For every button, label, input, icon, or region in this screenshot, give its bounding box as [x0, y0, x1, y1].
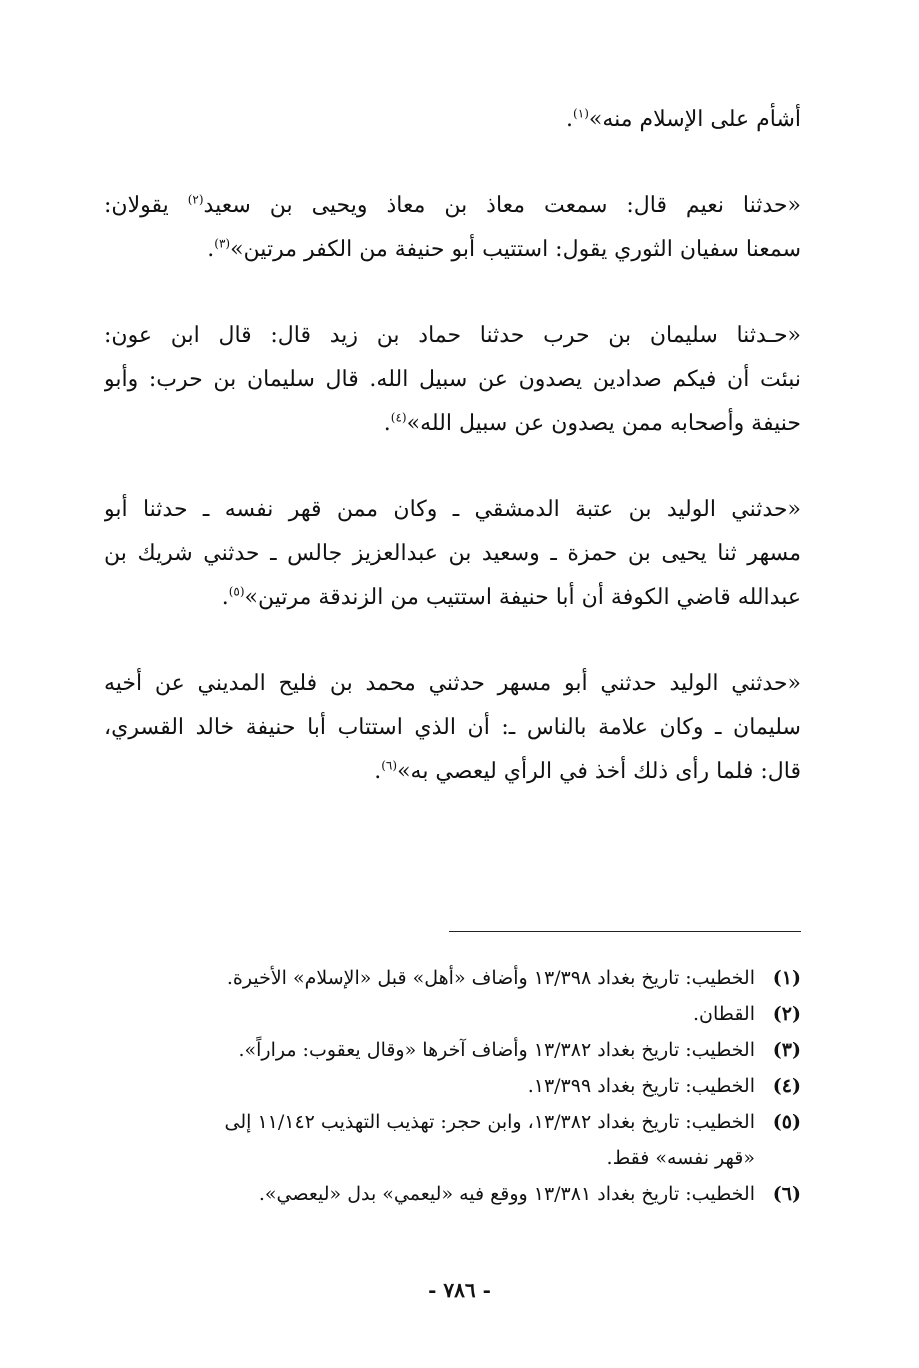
text-line: «حـدثنا سليمان بن حرب حدثنا حماد بن زيد قال: قال ابن عون: — [104, 323, 801, 348]
footnote — [104, 960, 801, 996]
page-number: - ٧٨٦ - — [428, 1278, 491, 1302]
text-line: «حدثني الوليد حدثني أبو مسهر حدثني محمد بن فليح المديني عن أخيه — [104, 671, 801, 696]
text-line: عبدالله قاضي الكوفة أن أبا حنيفة استتيب من الزندقة مرتين»$^{(٥)}$. — [221, 584, 801, 610]
footnote — [104, 996, 801, 1032]
text-line: «حدثني الوليد بن عتبة الدمشقي ـ وكان ممن قهر نفسه ـ حدثنا أبو — [104, 497, 801, 522]
footnote-number: (٢) — [772, 1003, 801, 1025]
text-line: قال: فلما رأى ذلك أخذ في الرأي ليعصي به»$^{(٦)}$. — [374, 758, 801, 784]
paragraph-2 — [104, 184, 801, 272]
footnote — [104, 1068, 801, 1104]
text-line: مسهر ثنا يحيى بن حمزة ـ وسعيد بن عبدالعزيز جالس ـ حدثني شريك بن — [104, 541, 801, 566]
footnote-number: (١) — [772, 967, 801, 989]
text-line: حنيفة وأصحابه ممن يصدون عن سبيل الله»$^{(٤)}$. — [383, 410, 801, 436]
paragraph-3 — [104, 314, 801, 446]
footnote-text: الخطيب: تاريخ بغداد ١٣/٣٨٢، وابن حجر: تهذيب التهذيب ١١/١٤٢ إلى — [224, 1111, 755, 1133]
paragraph-4 — [104, 488, 801, 620]
footnote-ref[interactable]: (٦) — [381, 758, 398, 773]
main-text — [104, 98, 801, 836]
footnote-text: الخطيب: تاريخ بغداد ١٣/٣٨٢ وأضاف آخرها «وقال يعقوب: مراراً». — [238, 1039, 755, 1061]
footnote — [104, 1104, 801, 1140]
footnote-ref[interactable]: (٥) — [228, 584, 245, 599]
text-line: «حدثنا نعيم قال: سمعت معاذ بن معاذ ويحيى بن سعيد$^{(٢)}$ يقولان: — [104, 192, 801, 218]
footnote-text: الخطيب: تاريخ بغداد ١٣/٣٩٩. — [527, 1075, 755, 1097]
text-line: سمعنا سفيان الثوري يقول: استتيب أبو حنيفة من الكفر مرتين»$^{(٣)}$. — [207, 236, 801, 262]
footnote — [104, 1176, 801, 1212]
footnote-ref[interactable]: (٢) — [187, 192, 204, 207]
footnote — [104, 1032, 801, 1068]
footnote-ref[interactable]: (٤) — [390, 410, 407, 425]
paragraph-5 — [104, 662, 801, 794]
footnote-continuation: «قهر نفسه» فقط. — [606, 1147, 755, 1169]
footnote-number: (٥) — [772, 1111, 801, 1133]
text-line: سليمان ـ وكان علامة بالناس ـ: أن الذي استتاب أبا حنيفة خالد القسري، — [104, 715, 801, 740]
text-line: نبئت أن فيكم صدادين يصدون عن سبيل الله. قال سليمان بن حرب: وأبو — [104, 367, 801, 392]
paragraph-1 — [104, 98, 801, 142]
footnote-text: الخطيب: تاريخ بغداد ١٣/٣٨١ ووقع فيه «ليعمي» بدل «ليعصي». — [258, 1183, 755, 1205]
footnote-number: (٤) — [772, 1075, 801, 1097]
footnotes — [104, 960, 801, 1212]
footnote-text: الخطيب: تاريخ بغداد ١٣/٣٩٨ وأضاف «أهل» قبل «الإسلام» الأخيرة. — [226, 967, 755, 989]
footnote-ref[interactable]: (٣) — [214, 236, 231, 251]
footnote-separator — [449, 931, 801, 932]
text-line: أشأم على الإسلام منه»$^{(١)}$. — [566, 106, 801, 132]
footnote-number: (٦) — [772, 1183, 801, 1205]
footnote-ref[interactable]: (١) — [573, 106, 589, 121]
footnote-text: القطان. — [692, 1003, 755, 1025]
footnote-number: (٣) — [772, 1039, 801, 1061]
